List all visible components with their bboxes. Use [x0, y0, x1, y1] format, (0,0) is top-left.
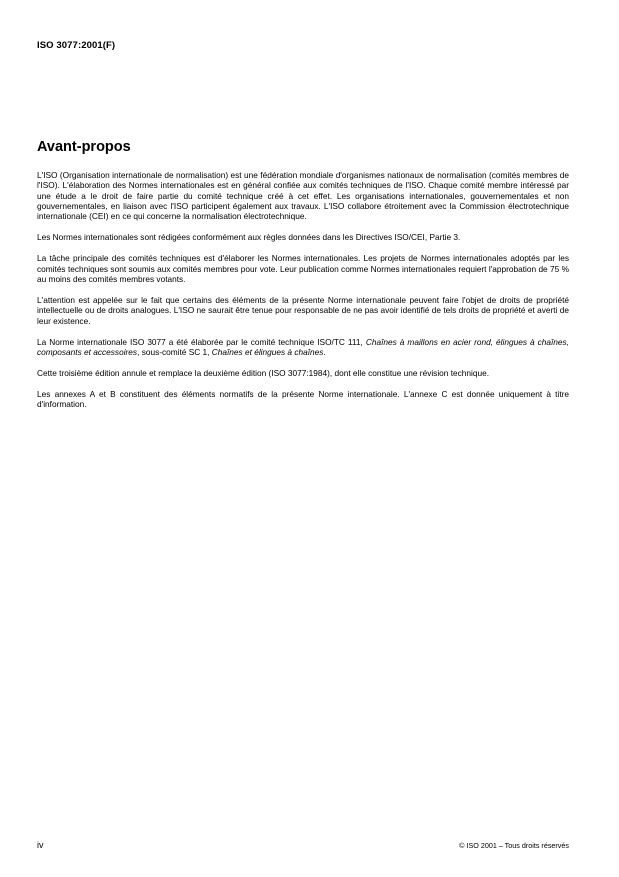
foreword-body [37, 170, 569, 420]
paragraph-3: La tâche principale des comités techniques est d'élaborer les Normes internationales. Les projets de Normes internationales adoptés par les comités techniques sont soumis aux comités membres pour vote. Leur publication comme Normes internationales requiert l'approbation de 75 % au moins des comités membres votants. [37, 253, 569, 284]
paragraph-6: Cette troisième édition annule et remplace la deuxième édition (ISO 3077:1984), dont elle constitue une révision technique. [37, 367, 489, 378]
paragraph-5-text-b: , sous-comité SC 1, [137, 346, 212, 357]
document-id: ISO 3077:2001(F) [37, 40, 116, 51]
paragraph-4: L'attention est appelée sur le fait que certains des éléments de la présente Norme internationale peuvent faire l'objet de droits de propriété intellectuelle ou de droits analogues. L'ISO ne saurait être tenue pour responsable de ne pas avoir identifié de tels droits de propriété et averti de leur existence. [37, 294, 569, 326]
paragraph-2: Les Normes internationales sont rédigées conformément aux règles données dans les Directives ISO/CEI, Partie 3. [37, 232, 461, 243]
paragraph-1: L'ISO (Organisation internationale de normalisation) est une fédération mondiale d'organismes nationaux de normalisation (comités membres de l'ISO). L'élaboration des Normes internationales est en général confiée aux comités techniques de l'ISO. Chaque comité membre intéressé par une étude a le droit de faire partie du comité technique créé à cet effet. Les organisations internationales, gouvernementales et non gouvernementales, en liaison avec l'ISO participent également aux travaux. L'ISO collabore étroitement avec la Commission électrotechnique internationale (CEI) en ce qui concerne la normalisation électrotechnique. [37, 170, 569, 222]
paragraph-5-committee-title: Chaînes à maillons en acier rond, élingues à chaînes, composants et accessoires [37, 336, 569, 357]
paragraph-5-text-a: La Norme internationale ISO 3077 a été élaborée par le comité technique ISO/TC 111, [37, 336, 366, 347]
copyright-notice: © ISO 2001 – Tous droits réservés [459, 841, 569, 850]
paragraph-5-text-c: . [323, 346, 326, 357]
page-number: iv [37, 840, 44, 850]
paragraph-7: Les annexes A et B constituent des éléments normatifs de la présente Norme internationale. L'annexe C est donnée uniquement à titre d'information. [37, 388, 569, 410]
paragraph-5 [37, 337, 569, 358]
page-title: Avant-propos [37, 139, 131, 155]
paragraph-5-subcommittee-title: Chaînes et élingues à chaînes [211, 346, 324, 357]
